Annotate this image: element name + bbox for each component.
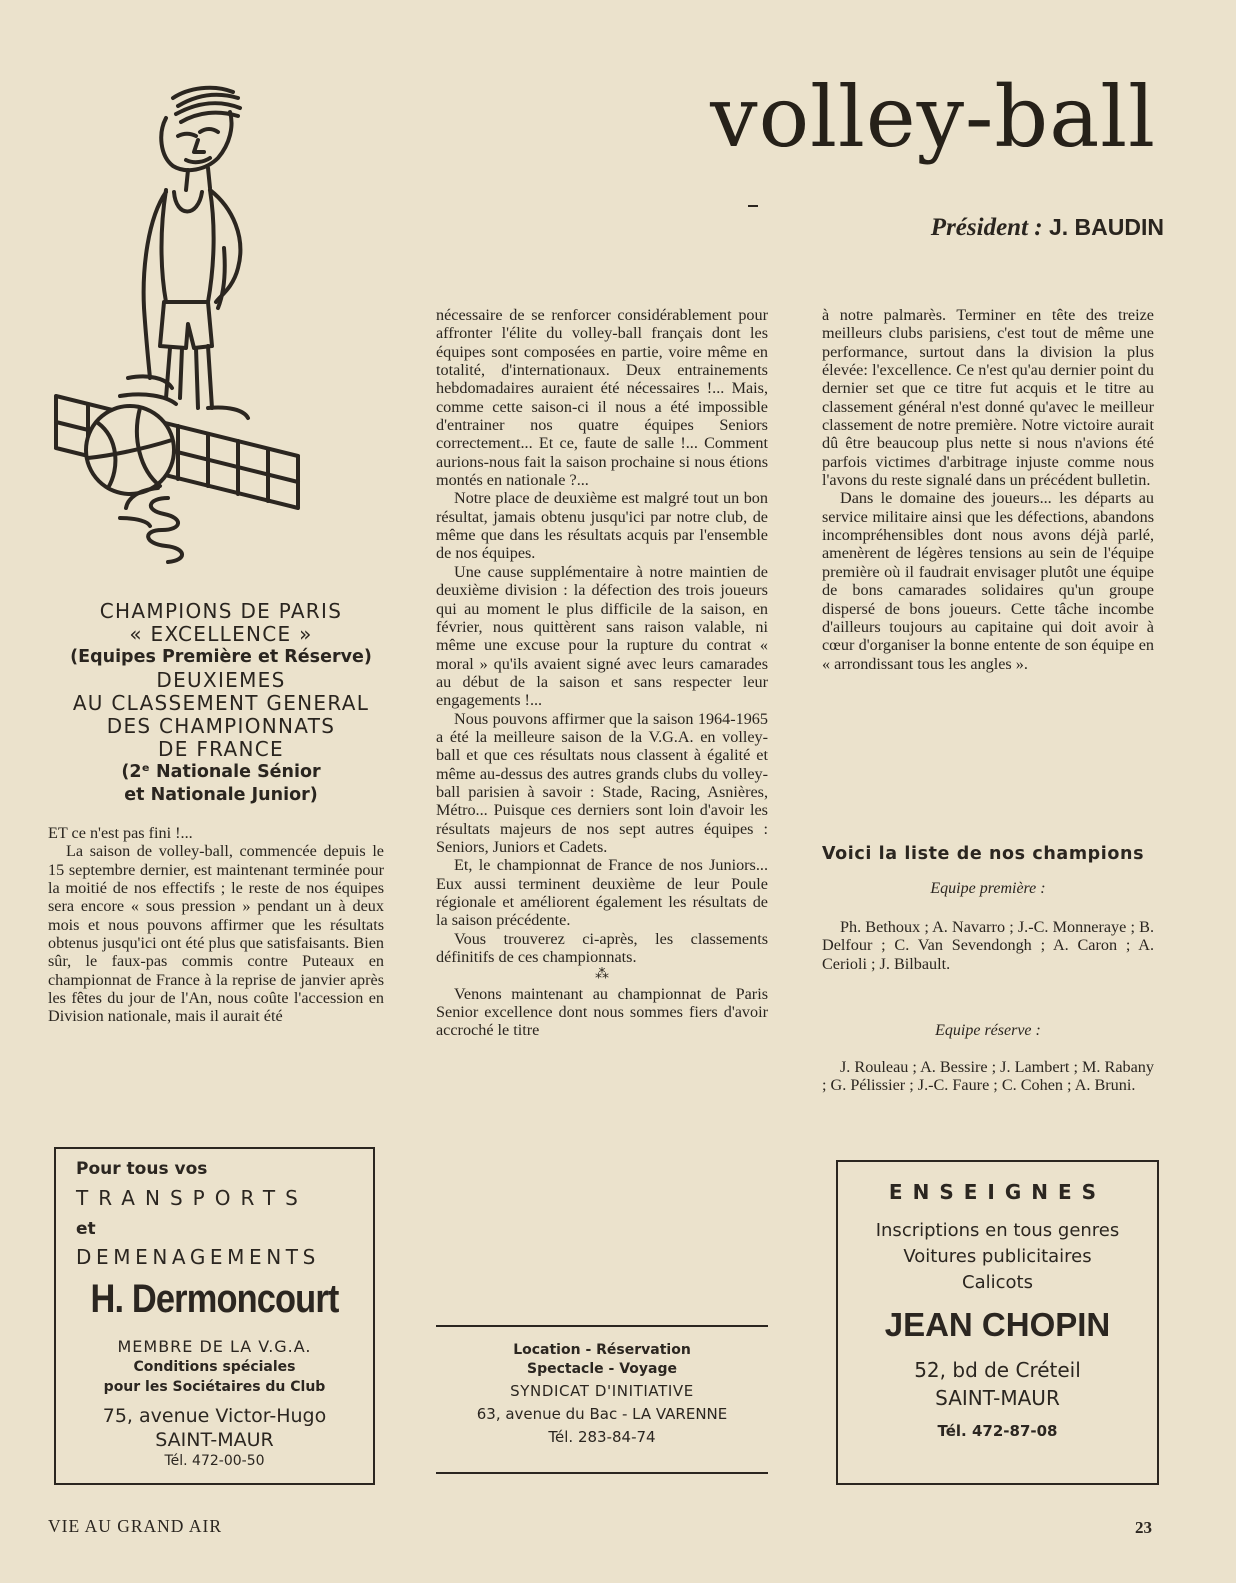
paragraph: Nous pouvons affirmer que la saison 1964-1965 a été la meilleure saison de la V.G.A. en volley-ball et que ces résultats nous classent à égalité et même au-dessus des autres grands clubs du volley-ball parisien à savoir : Stade, Racing, Asnières, Métro... Puisque ces derniers sont loin d'avoir les résultats majeurs de nos sept autres équipes : Seniors, Juniors et Cadets. (436, 709, 768, 856)
article-column-3 (822, 306, 1154, 673)
headline-teams: (Equipes Première et Réserve) (70, 647, 372, 667)
headline-line: DE FRANCE (158, 737, 284, 761)
headline-line: DEUXIEMES (156, 668, 286, 692)
ad-line: Conditions spéciales (133, 1359, 296, 1375)
page-title: volley-ball (710, 68, 1156, 166)
ad-enseignes (836, 1160, 1159, 1485)
article-column-2 (436, 306, 768, 1040)
ad-company-name: H. Dermoncourt (90, 1277, 339, 1321)
headline-line: AU CLASSEMENT GENERAL (72, 691, 370, 715)
reserve-team-label: Equipe réserve : (935, 1022, 1041, 1039)
divider (748, 205, 758, 207)
president-line (931, 214, 1164, 242)
ad-line: Voitures publicitaires (903, 1246, 1092, 1267)
ad-line: Spectacle - Voyage (527, 1361, 677, 1377)
paragraph: Notre place de deuxième est malgré tout un bon résultat, jamais obtenu jusqu'ici par notre club, de même que dans les résultats acquis par l'ensemble de nos équipes. (436, 489, 768, 563)
president-name: J. BAUDIN (1048, 214, 1164, 240)
paragraph: ET ce n'est pas fini !... (48, 824, 193, 842)
ad-line: MEMBRE DE LA V.G.A. (117, 1337, 312, 1356)
ad-line: pour les Sociétaires du Club (103, 1379, 326, 1395)
ad-phone: Tél. 283-84-74 (548, 1428, 656, 1446)
paragraph: Vous trouverez ci-après, les classements définitifs de ces championnats. (436, 929, 768, 967)
paragraph: Dans le domaine des joueurs... les départs au service militaire ainsi que les défections, abandons incompréhensibles dont nous avons déjà parlé, amenèrent de légères tensions au sein de l'équipe première où il faudrait envisager plutôt une équipe de bons camarades solidaires qu'un groupe dispersé de bons joueurs. Cette tâche incombe d'ailleurs toujours au capitaine qui doit avoir à cœur d'organiser la bonne entente de son équipe en « arrondissant tous les angles ». (822, 489, 1154, 673)
ad-title: ENSEIGNES (888, 1180, 1107, 1204)
ad-line: SYNDICAT D'INITIATIVE (510, 1382, 694, 1400)
paragraph: Une cause supplémentaire à notre maintien de deuxième division : la défection des trois joueurs qui au moment le plus difficile de la saison, en février, nous quittèrent sans raison valable, ni même une excuse pour la rupture du contrat « moral » qu'ils avaient signé avec leurs camarades au début de la saison et sans respecter leur engagements !... (436, 562, 768, 710)
ad-line: et (76, 1219, 96, 1239)
headline-division: et Nationale Junior) (124, 785, 318, 805)
first-team-label: Equipe première : (930, 880, 1046, 897)
ad-phone: Tél. 472-87-08 (937, 1422, 1058, 1440)
paragraph: à notre palmarès. Terminer en tête des treize meilleurs clubs parisiens, c'est tout de même une performance, surtout dans la division la plus élevée: l'excellence. Ce n'est qu'au dernier point du dernier set que ce titre fut acquis et le titre au classement général n'est donné qu'avec le meilleur classement de notre première. Notre victoire aurait dû être beaucoup plus nette si nous n'avions été parfois victimes d'arbitrage injuste comme nous l'avons du reste signalé dans un précédent bulletin. (822, 306, 1154, 490)
magazine-name: VIE AU GRAND AIR (48, 1516, 222, 1536)
paragraph: nécessaire de se renforcer considérablement pour affronter l'élite du volley-ball français dont les équipes sont composées en partie, voire même en totalité, d'internationaux. Deux entrainements hebdomadaires auraient été nécessaires !... Mais, comme cette saison-ci il nous a été impossible d'entrainer nos quatre équipes Seniors correctement... Et ce, faute de salle !... Comment aurions-nous fait la saison prochaine si nous étions montés en nationale ?... (436, 306, 768, 490)
headline-line: CHAMPIONS DE PARIS (99, 599, 343, 623)
champions-title: Voici la liste de nos champions (822, 844, 1145, 864)
ad-phone: Tél. 472-00-50 (164, 1453, 265, 1469)
ad-address: 52, bd de Créteil (914, 1358, 1081, 1382)
ad-transport (54, 1147, 375, 1485)
page-number: 23 (1135, 1518, 1152, 1537)
headline-line: DES CHAMPIONNATS (106, 714, 336, 738)
paragraph: Et, le championnat de France de nos Juniors... Eux aussi terminent deuxième de leur Poule régionale et améliorent également les résultats de la saison précédente. (436, 856, 768, 930)
ad-city: SAINT-MAUR (155, 1429, 274, 1451)
paragraph: La saison de volley-ball, commencée depuis le 15 septembre dernier, est maintenant terminée pour la moitié de nos effectifs ; le reste de nos équipes sera encore « sous pression » pendant un à deux mois et nous pouvons affirmer que les résultats obtenus jusqu'ici ont été plus que satisfaisants. Bien sûr, le faux-pas commis contre Puteaux en championnat de France à la reprise de janvier après les fêtes du jour de l'An, nous coûte l'accession en Division nationale, mais il aurait été (48, 842, 384, 1026)
ad-address: 75, avenue Victor-Hugo (102, 1405, 327, 1427)
ad-line: Inscriptions en tous genres (875, 1220, 1120, 1241)
headline-division: (2ᵉ Nationale Sénior (121, 762, 321, 782)
asterism: ⁂ (595, 967, 609, 983)
headline-line: « EXCELLENCE » (129, 622, 313, 646)
paragraph: Venons maintenant au championnat de Paris Senior excellence dont nous sommes fiers d'avoir accroché le titre (436, 984, 768, 1040)
ad-line: TRANSPORTS (76, 1186, 308, 1210)
ad-syndicat (436, 1325, 768, 1474)
president-label: Président : (930, 214, 1043, 241)
ad-company-name: JEAN CHOPIN (884, 1306, 1111, 1343)
volleyball-player-illustration (48, 78, 308, 568)
ad-city: SAINT-MAUR (935, 1386, 1060, 1410)
article-column-1 (48, 824, 384, 1026)
reserve-team-list: J. Rouleau ; A. Bessire ; J. Lambert ; M. Rabany ; G. Pélissier ; J.-C. Faure ; C. Cohen ; A. Bruni. (822, 1058, 1154, 1095)
ad-line: DEMENAGEMENTS (76, 1245, 320, 1269)
ad-address: 63, avenue du Bac - LA VARENNE (476, 1405, 728, 1423)
ad-line: Calicots (962, 1272, 1033, 1293)
first-team-list: Ph. Bethoux ; A. Navarro ; J.-C. Monneraye ; B. Delfour ; C. Van Sevendongh ; A. Caron ; A. Cerioli ; J. Bilbault. (822, 918, 1154, 973)
ad-line: Pour tous vos (76, 1159, 208, 1179)
ad-line: Location - Réservation (513, 1342, 691, 1358)
headline (44, 600, 398, 807)
